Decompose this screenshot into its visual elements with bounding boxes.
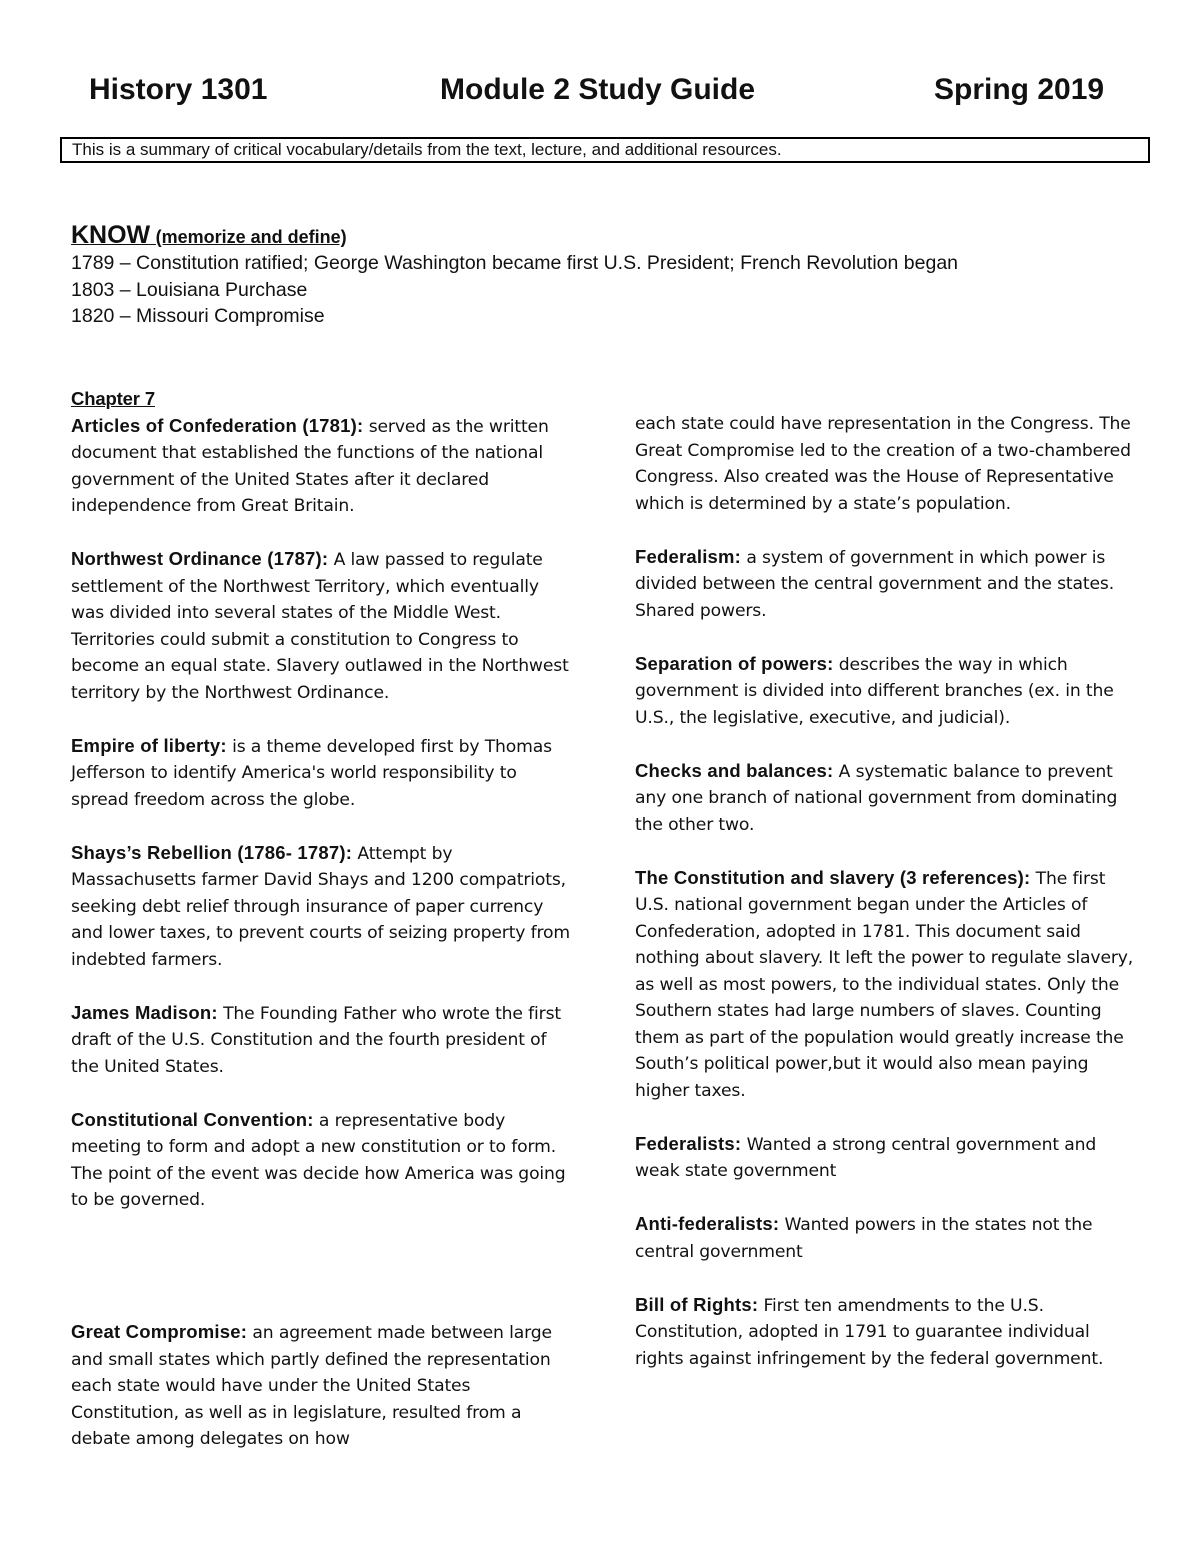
entry-definition: an agreement made between large and small states which partly defined the representation each state would have under the United States Constitution, as well as in legislature, resulted from a debate among delegates on how — [71, 1323, 552, 1449]
entry-checks-and-balances — [635, 758, 1135, 839]
entry-definition: The first U.S. national government began under the Articles of Confederation, adopted in 1781. This document said nothing about slavery. It left the power to regulate slavery, as well as most powers, to the individual states. Only the Southern states had large numbers of slaves. Counting them as part of the population would greatly increase the South’s political power,but it would also mean paying higher taxes. — [635, 868, 1134, 1101]
right-column — [635, 411, 1135, 1399]
entry-term: Northwest Ordinance (1787): — [71, 548, 329, 569]
chapter-heading: Chapter 7 — [71, 388, 155, 409]
entry-separation-of-powers — [635, 651, 1135, 732]
know-subtitle: (memorize and define) — [155, 227, 347, 247]
entry-term: James Madison: — [71, 1001, 218, 1023]
entry-definition: Wanted powers in the states not the central government — [635, 1215, 1093, 1262]
entry-term: Separation of powers: — [635, 652, 834, 674]
entry-great-compromise-continued: each state could have representation in the Congress. The Great Compromise led to the creation of a two-chambered Congress. Also created was the House of Representative which is determined by a state’s population. — [635, 414, 1131, 514]
entry-northwest-ordinance — [71, 546, 571, 706]
entry-federalism — [635, 544, 1135, 625]
entry-anti-federalists — [635, 1211, 1135, 1265]
entry-definition: A systematic balance to prevent any one branch of national government from dominating the other two. — [635, 761, 1118, 835]
entry-term: Empire of liberty: — [71, 734, 227, 756]
entry-great-compromise — [71, 1319, 571, 1453]
entry-definition: Attempt by Massachusetts farmer David Shays and 1200 compatriots, seeking debt relief through insurance of paper currency and lower taxes, to prevent courts of seizing property from indebted farmers. — [71, 843, 571, 970]
entry-term: Bill of Rights: — [635, 1293, 759, 1315]
entry-definition: a system of government in which power is divided between the central government and the states. Shared powers. — [635, 547, 1115, 621]
know-date-1789: 1789 – Constitution ratified; George Washington became first U.S. President; French Revolution began — [71, 252, 959, 275]
entry-constitution-and-slavery — [635, 865, 1135, 1105]
entry-definition: a representative body meeting to form and adopt a new constitution or to form. The point of the event was decide how America was going to be governed. — [71, 1110, 566, 1210]
summary-box: This is a summary of critical vocabulary/details from the text, lecture, and additional resources. — [60, 137, 1150, 163]
entry-term: Federalism: — [635, 545, 742, 567]
left-column — [71, 386, 571, 1479]
document-title: Module 2 Study Guide — [440, 73, 756, 106]
entry-definition: served as the written document that established the functions of the national government of the United States after it declared independence from Great Britain. — [71, 416, 549, 516]
entry-articles-of-confederation — [71, 413, 571, 520]
entry-james-madison — [71, 1000, 571, 1081]
entry-constitutional-convention — [71, 1107, 571, 1214]
entry-term: Articles of Confederation (1781): — [71, 414, 364, 436]
entry-bill-of-rights — [635, 1292, 1135, 1373]
know-title: KNOW — [71, 221, 151, 249]
entry-term: Great Compromise: — [71, 1321, 248, 1342]
know-date-1803: 1803 – Louisiana Purchase — [71, 278, 308, 301]
entry-term: Checks and balances: — [635, 759, 834, 781]
entry-empire-of-liberty — [71, 733, 571, 814]
entry-term: Constitutional Convention: — [71, 1108, 314, 1130]
entry-federalists — [635, 1131, 1135, 1185]
entry-definition: First ten amendments to the U.S. Constitution, adopted in 1791 to guarantee individual rights against infringement by the federal government. — [635, 1295, 1104, 1369]
know-heading — [71, 222, 1151, 250]
know-date-1820: 1820 – Missouri Compromise — [71, 304, 325, 327]
know-section — [71, 222, 1151, 329]
entry-term: Shays’s Rebellion (1786- 1787): — [71, 841, 353, 863]
entry-term: Anti-federalists: — [635, 1213, 780, 1234]
entry-definition: describes the way in which government is divided into different branches (ex. in the U.S., the legislative, executive, and judicial). — [635, 654, 1114, 728]
column-gap — [71, 1240, 571, 1319]
term-label: Spring 2019 — [934, 73, 1105, 106]
entry-term: The Constitution and slavery (3 references): — [635, 866, 1031, 888]
entry-shays-rebellion — [71, 840, 571, 974]
entry-definition: is a theme developed first by Thomas Jefferson to identify America's world responsibility to spread freedom across the globe. — [71, 736, 552, 810]
entry-term: Federalists: — [635, 1132, 742, 1154]
course-title: History 1301 — [89, 73, 268, 106]
entry-definition: Wanted a strong central government and weak state government — [635, 1134, 1097, 1181]
entry-definition: The Founding Father who wrote the first draft of the U.S. Constitution and the fourth president of the United States. — [71, 1003, 561, 1077]
entry-definition: A law passed to regulate settlement of the Northwest Territory, which eventually was divided into several states of the Middle West. Territories could submit a constitution to Congress to become an equal state. Slavery outlawed in the Northwest territory by the Northwest Ordinance. — [71, 550, 569, 703]
